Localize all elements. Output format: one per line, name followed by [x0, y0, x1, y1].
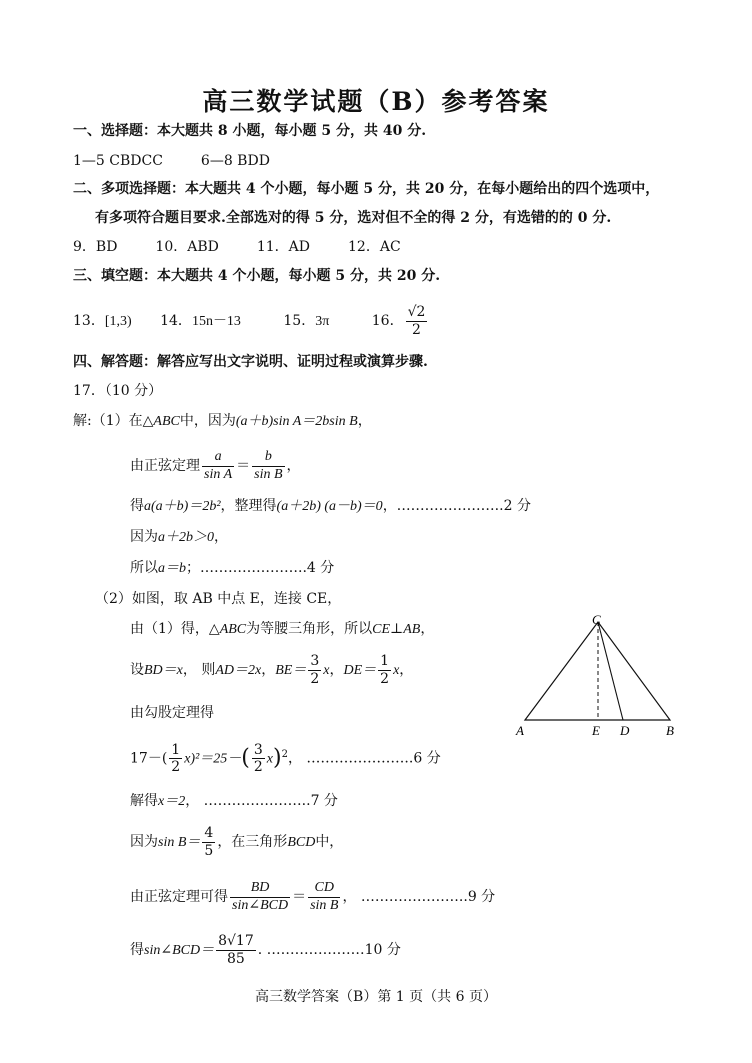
q13-label: 13．: [73, 313, 105, 329]
set-variable-line: 设BD＝x， 则AD＝2x，BE＝ $\frac{3}{2}$ x，DE＝ $\frac{1}{2}$ x，: [130, 653, 414, 687]
section-3-answers: [73, 300, 429, 343]
answers-6-8: 6—8 BDD: [200, 153, 270, 169]
segment-cd: [598, 622, 623, 720]
section-2-heading-line2: 有多项符合题目要求.全部选对的得 5 分，选对但不全的得 2 分，有选错的的 0 分.: [95, 210, 612, 226]
q15-label: 15．: [283, 313, 316, 329]
label-d: D: [620, 723, 630, 738]
answers-1-5: 1—5 CBDCC: [73, 153, 163, 169]
solve-line: 解得x＝2， …………………..7 分: [130, 793, 338, 809]
section-2-heading-line1: 二、多项选择题：本大题共 4 个小题，每小题 5 分，共 20 分，在每小题给出的四个选项中，: [73, 181, 660, 197]
equation-line: 17－( $\frac{1}{2}$ x)²＝25－( $\frac{3}{2}$ x)$^2$， …………………..6 分: [130, 742, 441, 776]
answer-12: 12．AC: [348, 239, 401, 255]
answer-14: 15n－13: [191, 314, 241, 329]
pythagoras-line: 由勾股定理得: [130, 705, 214, 721]
answer-16-fraction: $\frac{√2}{2}$: [407, 304, 426, 338]
label-e: E: [592, 723, 600, 738]
sine-law-line: 由正弦定理 $\frac{a}{\text{sin A}}$ ＝ $\frac{b}{\text{sin B}}$ ，: [130, 449, 301, 482]
page-footer: 高三数学答案（B）第 1 页（共 6 页）: [255, 989, 497, 1005]
isosceles-line: 由（1）得，△ABC为等腰三角形，所以CE⊥AB，: [130, 621, 435, 637]
q16-label: 16．: [371, 313, 404, 329]
q17-part2-line: （2）如图，取 AB 中点 E，连接 CE，: [95, 591, 342, 607]
answer-15: 3π: [315, 314, 330, 329]
label-a: A: [516, 723, 524, 738]
triangle-figure: [510, 610, 690, 740]
q17-part1-line: 解:（1）在△ABC中，因为(a＋b)sin A＝2bsin B，: [73, 413, 372, 429]
answer-9: 9．BD: [73, 239, 118, 255]
section-2-answers: [73, 238, 401, 256]
sine-law-bcd-line: 由正弦定理可得 $\frac{BD}{\text{sin∠BCD}}$ ＝ $\frac{CD}{\text{sin B}}$ ， …………………..9 分: [130, 880, 496, 913]
label-c: C: [592, 612, 601, 627]
conclusion-line: 所以a＝b；…………………..4 分: [130, 560, 335, 576]
answer-11: 11．AD: [256, 239, 311, 255]
sinB-line: 因为sin B＝ $\frac{4}{5}$ ，在三角形BCD中，: [130, 825, 344, 859]
section-4-heading: 四、解答题：解答应写出文字说明、证明过程或演算步骤.: [73, 354, 428, 370]
answer-10: 10．ABD: [155, 239, 219, 255]
because-line: 因为a＋2b＞0，: [130, 529, 228, 545]
label-b: B: [666, 723, 674, 738]
section-3-heading: 三、填空题：本大题共 4 个小题，每小题 5 分，共 20 分.: [73, 268, 441, 284]
final-answer-line: 得sin∠BCD＝ $\frac{8√17}{85}$ . …………………10 分: [130, 933, 401, 967]
answer-13: [1,3): [104, 314, 132, 329]
section-1-answers: [73, 152, 270, 170]
q17-label: 17．（10 分）: [73, 383, 163, 399]
page-title: 高三数学试题（B）参考答案: [202, 87, 550, 116]
simplify-line: 得a(a＋b)＝2b²，整理得(a＋2b) (a－b)＝0，…………………..2 分: [130, 498, 531, 514]
section-1-heading: 一、选择题：本大题共 8 小题，每小题 5 分，共 40 分.: [73, 123, 427, 139]
q14-label: 14．: [160, 313, 192, 329]
